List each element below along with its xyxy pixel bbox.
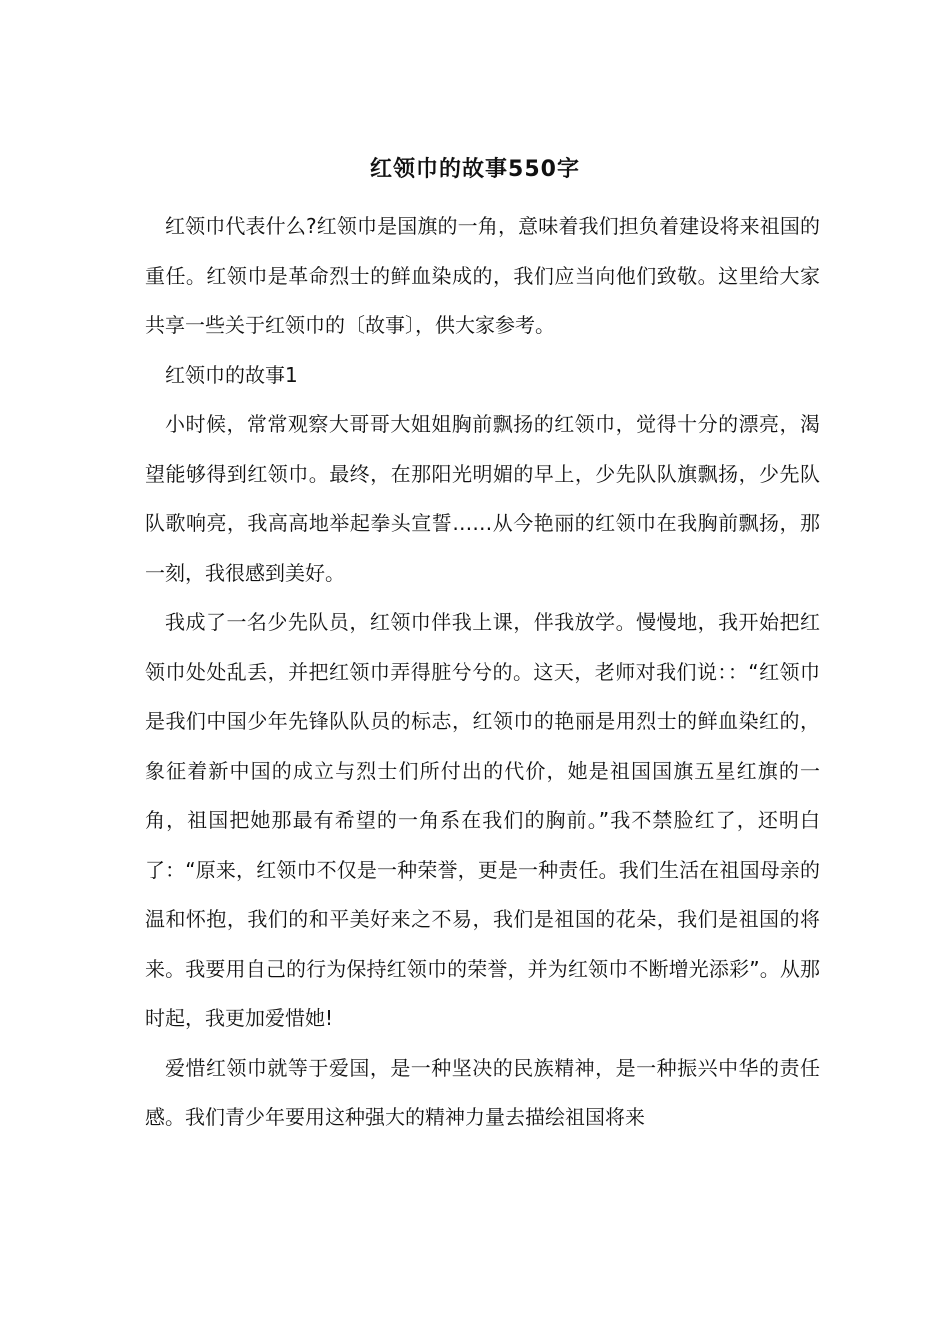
- document-title: 红领巾的故事550字: [370, 157, 580, 182]
- paragraph-teacher-talk: 我成了一名少先队员，红领巾伴我上课，伴我放学。慢慢地，我开始把红领巾处处乱丢，并把红领巾弄得脏兮兮的。这天，老师对我们说：：“红领巾是我们中国少年先锋队队员的标志，红领巾的艳丽是用烈士的鲜血染红的，象征着新中国的成立与烈士们所付出的代价，她是祖国国旗五星红旗的一角，祖国把她那最有希望的一角系在我们的胸前。”我不禁脸红了，还明白了：“原来，红领巾不仅是一种荣誉，更是一种责任。我们生活在祖国母亲的温和怀抱，我们的和平美好来之不易，我们是祖国的花朵，我们是祖国的将来。我要用自己的行为保持红领巾的荣誉，并为红领巾不断增光添彩”。从那时起，我更加爱惜她!: [145, 610, 820, 1030]
- paragraph-patriotism: 爱惜红领巾就等于爱国，是一种坚决的民族精神，是一种振兴中华的责任感。我们青少年要用这种强大的精神力量去描绘祖国将来: [145, 1055, 820, 1129]
- document-body: [145, 202, 820, 1143]
- paragraph-intro: 红领巾代表什么?红领巾是国旗的一角，意味着我们担负着建设将来祖国的重任。红领巾是革命烈士的鲜血染成的，我们应当向他们致敬。这里给大家共享一些关于红领巾的〔故事〕，供大家参考。: [145, 214, 820, 337]
- section-heading: 红领巾的故事1: [165, 362, 298, 387]
- paragraph-childhood: 小时候，常常观察大哥哥大姐姐胸前飘扬的红领巾，觉得十分的漂亮，渴望能够得到红领巾。最终，在那阳光明媚的早上，少先队队旗飘扬，少先队队歌响亮，我高高地举起拳头宣誓……从今艳丽的红领巾在我胸前飘扬，那一刻，我很感到美好。: [145, 412, 820, 585]
